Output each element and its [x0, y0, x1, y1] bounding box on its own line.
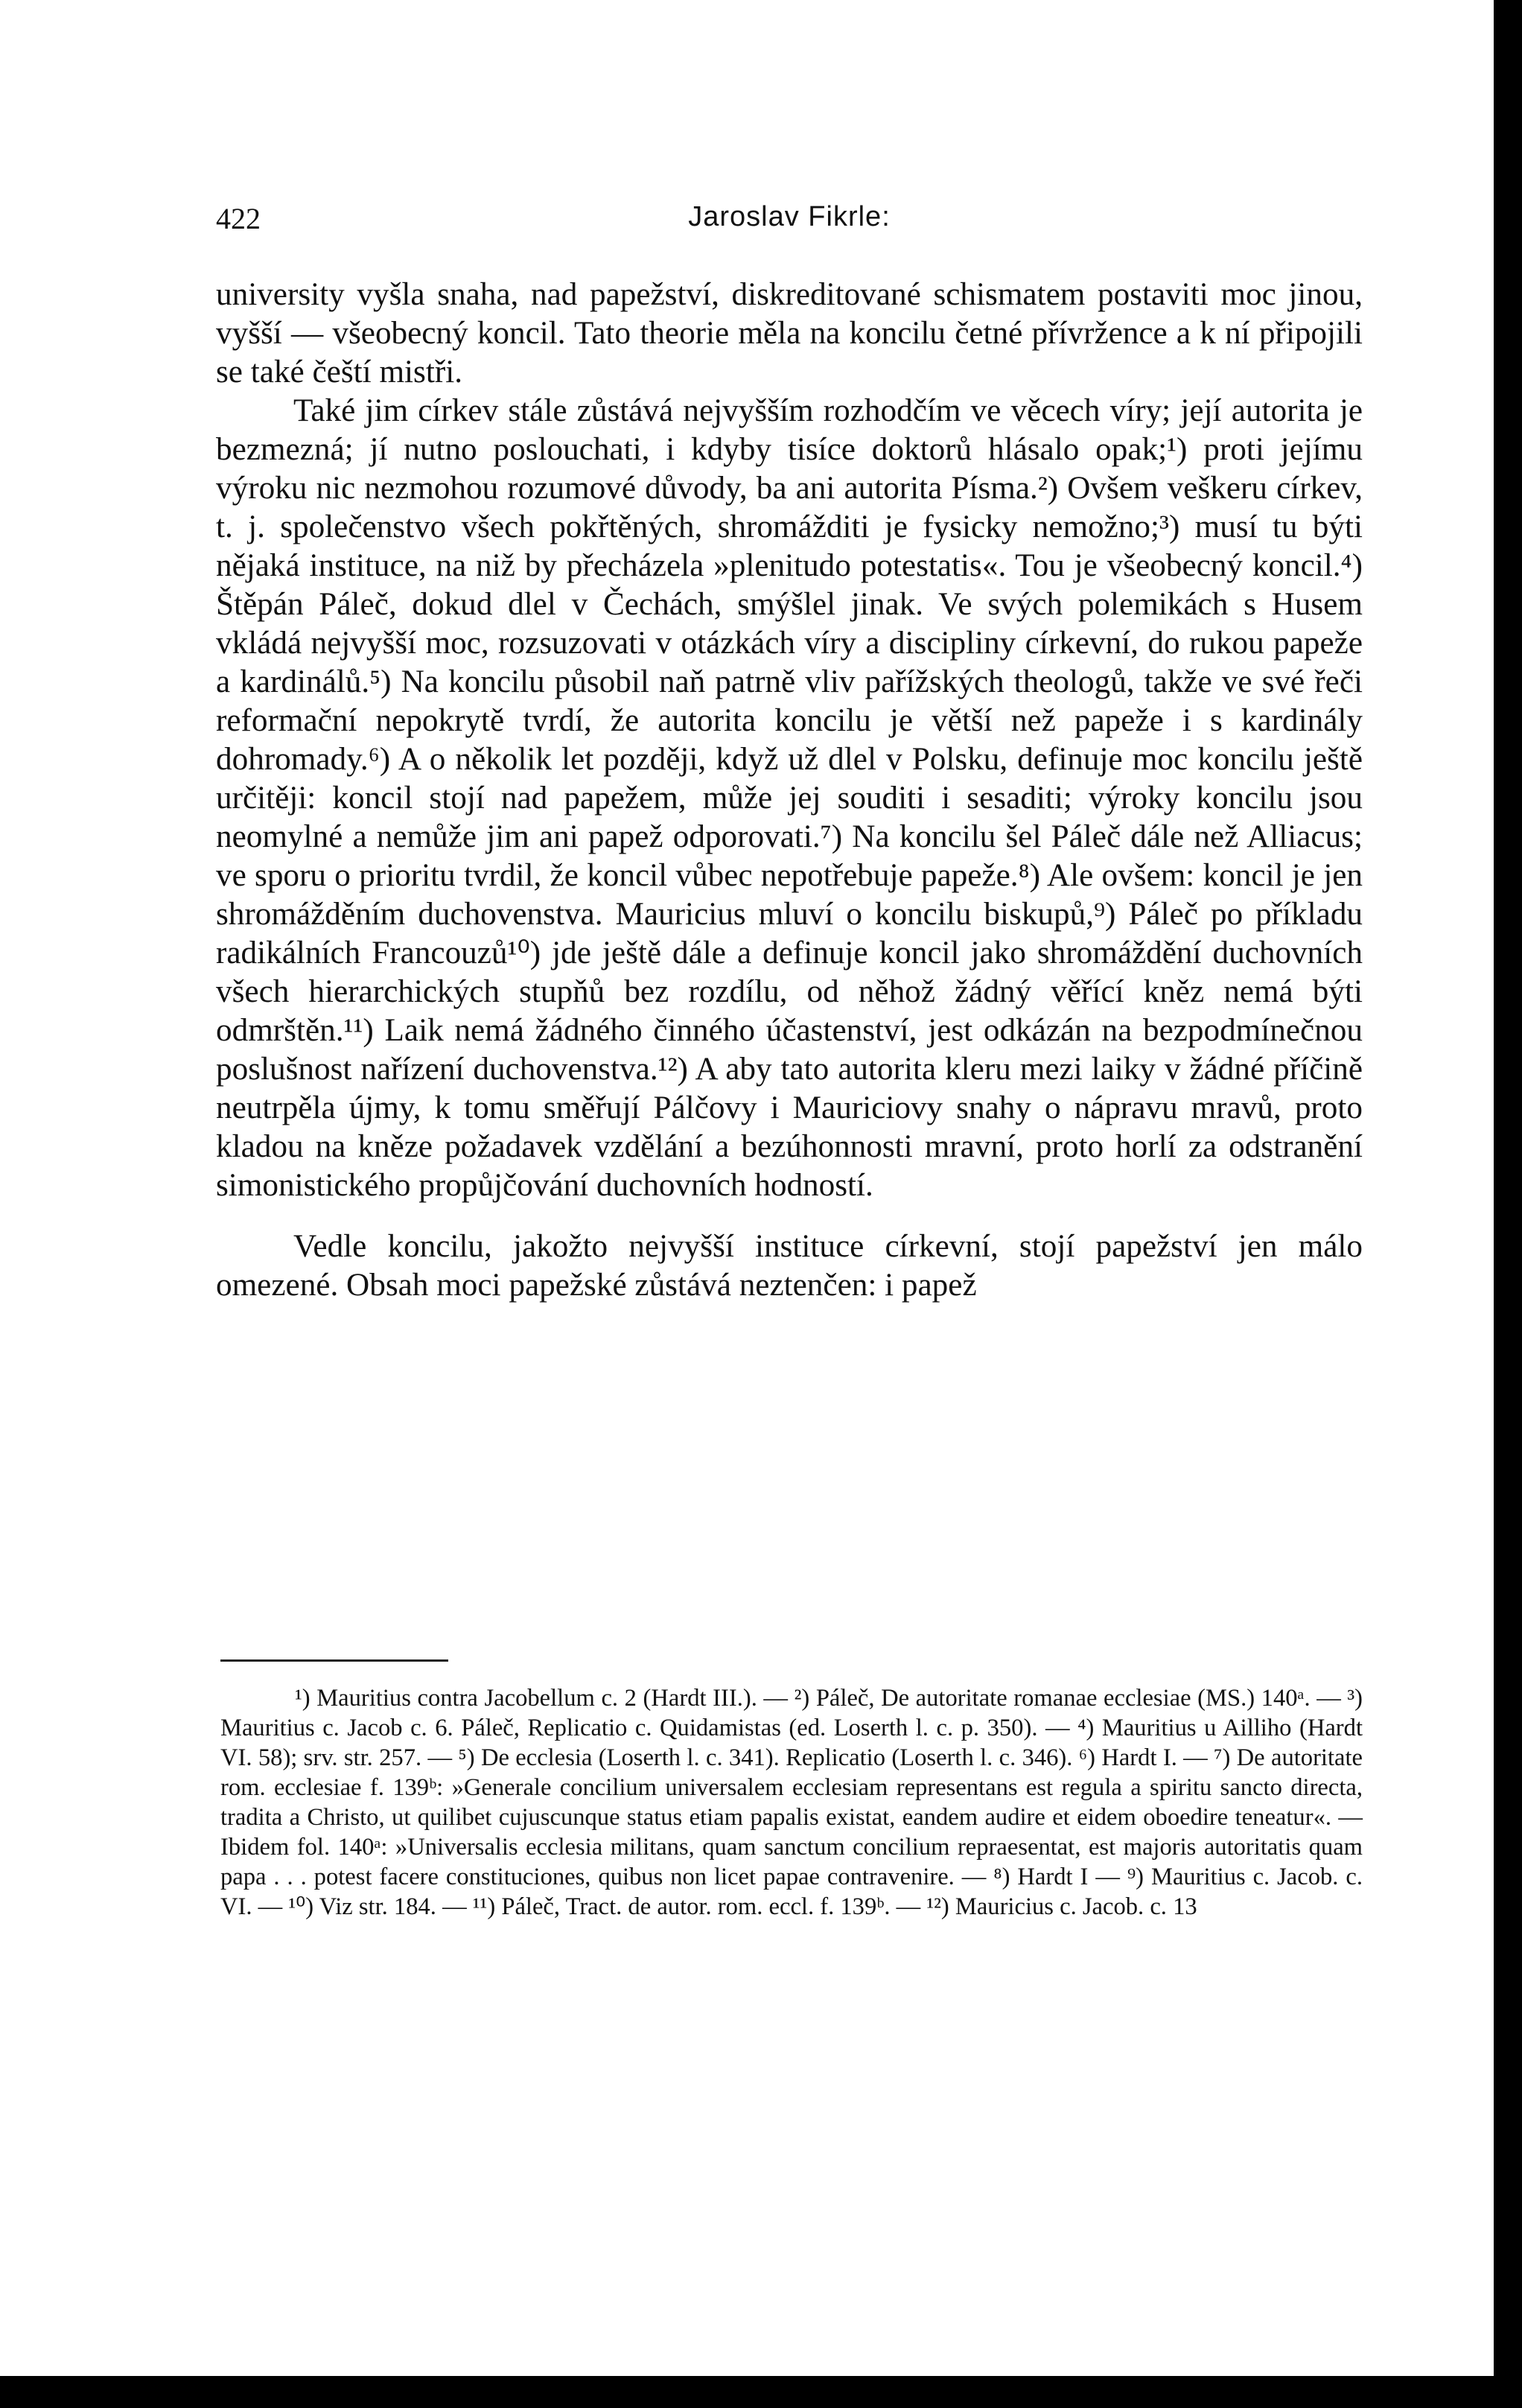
scan-edge-right — [1494, 0, 1522, 2408]
running-head: Jaroslav Fikrle: — [688, 201, 891, 232]
footnotes — [220, 1683, 1363, 1922]
paragraph-3: Vedle koncilu, jakožto nejvyšší instituce církevní, stojí papežství jen málo omezené. Obsah moci papežské zůstává neztenčen: i papež — [216, 1229, 1363, 1303]
main-text — [216, 276, 1363, 1305]
paragraph-2: Také jim církev stále zůstává nejvyšším rozhodčím ve věcech víry; její autorita je bezmezná; jí nutno poslouchati, i kdyby tisíce doktorů hlásalo opak;¹) proti jejímu výroku nic nezmohou rozumové důvody, ba ani autorita Písma.²) Ovšem veškeru církev, t. j. společenstvo všech pokřtěných, shromážditi je fysicky nemožno;³) musí tu býti nějaká instituce, na niž by přecházela »plenitudo potestatis«. Tou je všeobecný koncil.⁴) Štěpán Páleč, dokud dlel v Čechách, smýšlel jinak. Ve svých polemikách s Husem vkládá nejvyšší moc, rozsuzovati v otázkách víry a discipliny církevní, do rukou papeže a kardinálů.⁵) Na koncilu působil naň patrně vliv pařížských theologů, takže ve své řeči reformační nepokrytě tvrdí, že autorita koncilu je větší než papeže i s kardinály dohromady.⁶) A o několik let později, když už dlel v Polsku, definuje moc koncilu ještě určitěji: koncil stojí nad papežem, může jej souditi i sesaditi; výroky koncilu jsou neomylné a nemůže jim ani papež odporovati.⁷) Na koncilu šel Páleč dále než Alliacus; ve sporu o prioritu tvrdil, že koncil vůbec nepotřebuje papeže.⁸) Ale ovšem: koncil je jen shromážděním duchovenstva. Mauricius mluví o koncilu biskupů,⁹) Páleč po příkladu radikálních Francouzů¹⁰) jde ještě dále a definuje koncil jako shromáždění duchovních všech hierarchických stupňů bez rozdílu, od něhož žádný věřící kněz nemá býti odmrštěn.¹¹) Laik nemá žádného činného účastenství, jest odkázán na bezpodmínečnou poslušnost nařízení duchovenstva.¹²) A aby tato autorita kleru mezi laiky v žádné příčině neutrpěla újmy, k tomu směřují Pálčovy i Mauriciovy snahy o nápravu mravů, proto kladou na kněze požadavek vzdělání a bezúhonnosti mravní, proto horlí za odstranění simonistického propůjčování duchovních hodností. — [216, 393, 1363, 1203]
paragraph-1: university vyšla snaha, nad papežství, diskreditované schismatem postaviti moc jinou, vyšší — všeobecný koncil. Tato theorie měla na koncilu četné přívržence a k ní připojili se také čeští mistři. — [216, 277, 1363, 390]
page-number: 422 — [216, 202, 261, 235]
scan-edge-bottom — [0, 2376, 1522, 2408]
footnote-separator — [220, 1659, 448, 1662]
page-header — [216, 201, 1363, 246]
footnotes-text: ¹) Mauritius contra Jacobellum c. 2 (Hardt III.). — ²) Páleč, De autoritate romanae ecclesiae (MS.) 140ᵃ. — ³) Mauritius c. Jacob c. 6. Páleč, Replicatio c. Quidamistas (ed. Loserth l. c. p. 350). — ⁴) Mauritius u Ailliho (Hardt VI. 58); srv. str. 257. — ⁵) De ecclesia (Loserth l. c. 341). Replicatio (Loserth l. c. 346). ⁶) Hardt I. — ⁷) De autoritate rom. ecclesiae f. 139ᵇ: »Generale concilium universalem ecclesiam representans est regula a spiritu sancto directa, tradita a Christo, ut quilibet cujuscunque status etiam papalis existat, eandem audire et eidem oboedire teneatur«. — Ibidem fol. 140ᵃ: »Universalis ecclesia militans, quam sanctum concilium repraesentat, est majoris autoritatis quam papa . . . potest facere constituciones, quibus non licet papae contravenire. — ⁸) Hardt I — ⁹) Mauritius c. Jacob. c. VI. — ¹⁰) Viz str. 184. — ¹¹) Páleč, Tract. de autor. rom. eccl. f. 139ᵇ. — ¹²) Mauricius c. Jacob. c. 13 — [220, 1685, 1363, 1920]
